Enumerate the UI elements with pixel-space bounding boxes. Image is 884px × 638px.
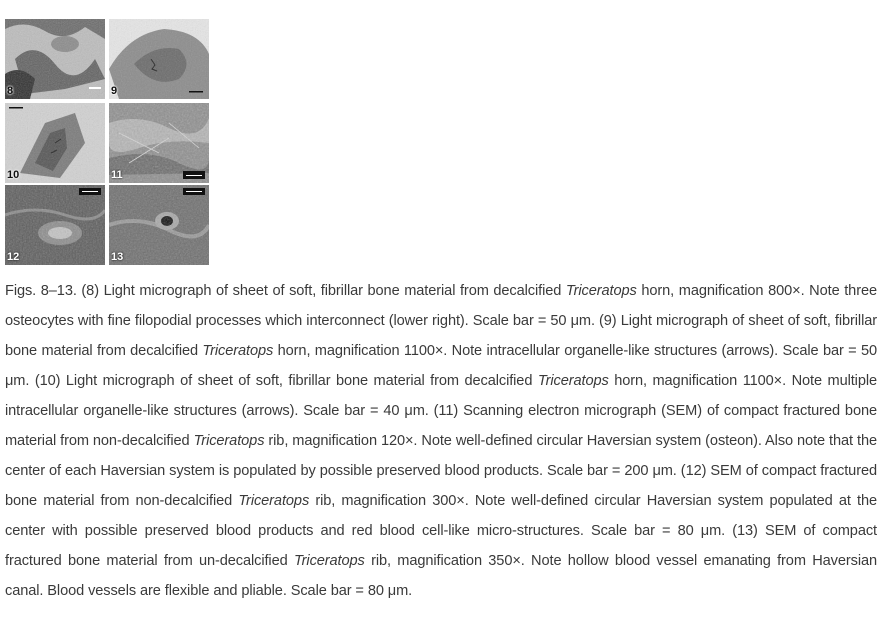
caption-text: horn, magnification 1100×. Note intracellular organelle-like structures (arrows). Scale bar = 50 μm. (10) Light micrograph of sheet of soft, fibrillar bone material from decalcified bbox=[5, 343, 877, 389]
panel-label: 9 bbox=[111, 85, 118, 97]
figure-caption bbox=[5, 276, 877, 606]
micrograph-panel-10 bbox=[5, 103, 105, 183]
taxon-name: Triceratops bbox=[193, 433, 265, 449]
panel-label: 13 bbox=[111, 251, 124, 263]
micrograph-panel-13 bbox=[109, 185, 209, 265]
panel-label: 8 bbox=[7, 85, 14, 97]
caption-text: rib, magnification 120×. Note well-defined circular Haversian system (osteon). Also note that the center of each Haversian system is populated by possible preserved blood products. Scale bar = 200 μm. (12) SEM of compact fractured bone material from non-decalcified bbox=[5, 433, 877, 509]
scale-bar bbox=[89, 87, 101, 89]
panel-label: 12 bbox=[7, 251, 20, 263]
caption-text: Figs. 8–13. (8) Light micrograph of sheet of soft, fibrillar bone material from decalcified bbox=[5, 283, 566, 299]
micrograph-figure bbox=[5, 19, 209, 265]
caption-text: rib, magnification 350×. Note hollow blood vessel emanating from Haversian canal. Blood vessels are flexible and pliable. Scale bar = 80 μm. bbox=[5, 553, 878, 599]
taxon-name: Triceratops bbox=[202, 343, 274, 359]
taxon-name: Triceratops bbox=[238, 493, 310, 509]
taxon-name: Triceratops bbox=[537, 373, 609, 389]
scale-bar bbox=[9, 107, 23, 109]
scale-bar bbox=[189, 91, 203, 93]
micrograph-panel-12 bbox=[5, 185, 105, 265]
micrograph-panel-11 bbox=[109, 103, 209, 183]
caption-text: horn, magnification 800×. Note three osteocytes with fine filopodial processes which interconnect (lower right). Scale bar = 50 μm. (9) Light micrograph of sheet of soft, fibrillar bone material from decalcified bbox=[5, 283, 877, 359]
caption-text: rib, magnification 300×. Note well-defined circular Haversian system populated at the center with possible preserved blood products and red blood cell-like micro-structures. Scale bar = 80 μm. (13) SEM of compact fractured bone material from un-decalcified bbox=[5, 493, 877, 569]
micrograph-panel-9 bbox=[109, 19, 209, 99]
panel-label: 11 bbox=[111, 169, 123, 181]
panel-label: 10 bbox=[7, 169, 20, 181]
caption-text: horn, magnification 1100×. Note multiple intracellular organelle-like structures (arrows). Scale bar = 40 μm. (11) Scanning electron micrograph (SEM) of compact fractured bone material from non-decalcified bbox=[5, 373, 878, 449]
micrograph-panel-8 bbox=[5, 19, 105, 99]
taxon-name: Triceratops bbox=[293, 553, 365, 569]
taxon-name: Triceratops bbox=[565, 283, 637, 299]
